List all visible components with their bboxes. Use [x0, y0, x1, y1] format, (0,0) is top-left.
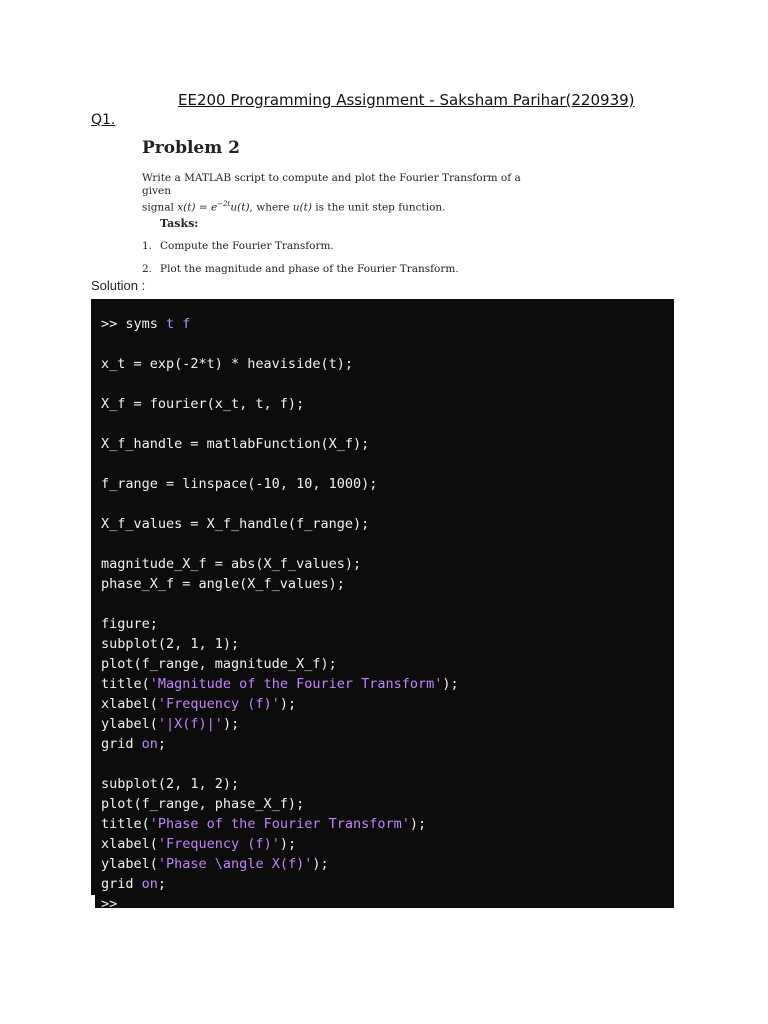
task-item: [142, 263, 572, 275]
signal-exponent: −2t: [217, 200, 231, 208]
problem-description: [142, 172, 552, 215]
task-text: Compute the Fourier Transform.: [160, 239, 334, 252]
code-line: x_t = exp(-2*t) * heaviside(t);: [101, 356, 353, 372]
code-line: plot(f_range, phase_X_f);: [101, 796, 305, 812]
code-line: title('Phase of the Fourier Transform');: [101, 816, 427, 832]
code-line: grid on;: [101, 876, 167, 892]
desc-line-1: Write a MATLAB script to compute and plot the Fourier Transform of a given: [142, 172, 521, 197]
code-line: xlabel('Frequency (f)');: [101, 836, 297, 852]
task-number: 2.: [142, 262, 153, 275]
tasks-heading: Tasks:: [160, 216, 199, 230]
code-line: grid on;: [101, 736, 167, 752]
code-line: f_range = linspace(-10, 10, 1000);: [101, 476, 378, 492]
code-line: magnitude_X_f = abs(X_f_values);: [101, 556, 362, 572]
signal-formula: x(t) = e: [177, 201, 218, 214]
code-line: plot(f_range, magnitude_X_f);: [101, 656, 337, 672]
problem-heading: Problem 2: [142, 138, 240, 158]
code-panel: [91, 299, 674, 908]
code-line: X_f_values = X_f_handle(f_range);: [101, 516, 370, 532]
desc-text: signal: [142, 201, 178, 214]
solution-label: Solution :: [91, 278, 146, 293]
cursor-icon: [91, 895, 95, 908]
tasks-list: [142, 240, 572, 275]
step-function: u(t): [292, 201, 312, 214]
problem-statement: [142, 138, 572, 286]
task-number: 1.: [142, 239, 153, 252]
code-line: ylabel('|X(f)|');: [101, 716, 240, 732]
desc-text: , where: [249, 201, 293, 214]
code-line: X_f_handle = matlabFunction(X_f);: [101, 436, 370, 452]
code-line: xlabel('Frequency (f)');: [101, 696, 297, 712]
task-item: [142, 240, 572, 252]
code-line: X_f = fourier(x_t, t, f);: [101, 396, 305, 412]
code-line: ylabel('Phase \angle X(f)');: [101, 856, 329, 872]
desc-text: is the unit step function.: [311, 201, 446, 214]
document-title: EE200 Programming Assignment - Saksham Parihar(220939): [178, 91, 635, 109]
code-line: subplot(2, 1, 2);: [101, 776, 240, 792]
command-prompt[interactable]: >>: [101, 896, 118, 908]
code-line: >> syms t f: [101, 316, 191, 332]
code-line: subplot(2, 1, 1);: [101, 636, 240, 652]
code-line: figure;: [101, 616, 158, 632]
signal-step: u(t): [230, 201, 250, 214]
code-line: title('Magnitude of the Fourier Transform');: [101, 676, 459, 692]
code-line: phase_X_f = angle(X_f_values);: [101, 576, 345, 592]
question-label: Q1.: [91, 112, 116, 128]
task-text: Plot the magnitude and phase of the Fourier Transform.: [160, 262, 459, 275]
